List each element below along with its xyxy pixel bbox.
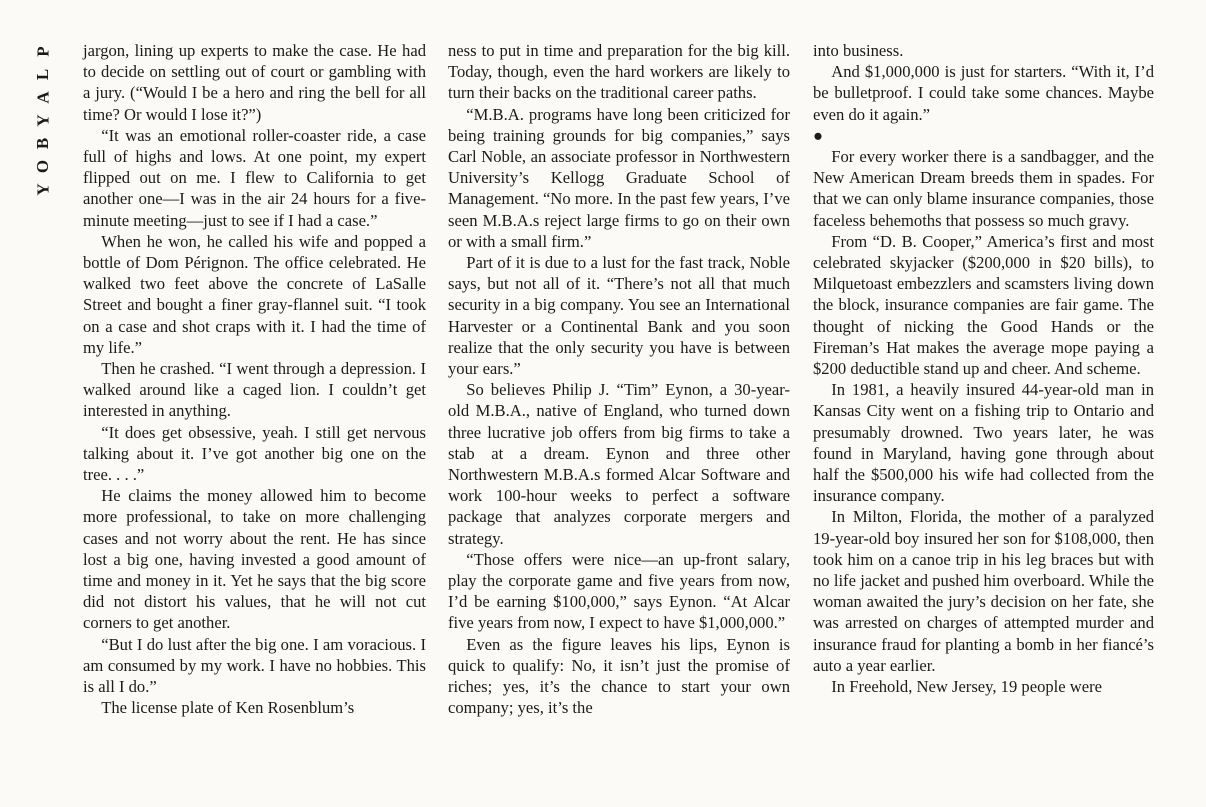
paragraph: jargon, lining up experts to make the case. He had to decide on settling out of court or gambling with a jury. (“Would I be a hero and ring the bell for all time? Or would I lose it?”) bbox=[83, 41, 426, 124]
sidebar-letter: Y bbox=[33, 183, 53, 196]
paragraph: into business. bbox=[813, 41, 904, 60]
paragraph: In Freehold, New Jersey, 19 people were bbox=[831, 677, 1103, 697]
column-1 bbox=[83, 40, 426, 719]
paragraph: The license plate of Ken Rosenblum’s bbox=[101, 698, 355, 718]
paragraph: When he won, he called his wife and popped a bottle of Dom Pérignon. The office celebrated. He walked two feet above the concrete of LaSalle Street and bought a finer gray-flannel suit. “I took on a case and shot craps with it. I had the time of my life.” bbox=[83, 231, 426, 357]
paragraph: “It does get obsessive, yeah. I still get nervous talking about it. I’ve got another big one on the tree. . . .” bbox=[83, 422, 426, 485]
paragraph: Part of it is due to a lust for the fast track, Noble says, but not all of it. “There’s not all that much security in a big company. You see an International Harvester or a Continental Bank and you soon realize that the only security you have is between your ears.” bbox=[448, 253, 790, 379]
section-bullet: ● bbox=[813, 125, 824, 145]
paragraph: For every worker there is a sandbagger, and the New American Dream breeds them in spades. For that we can only blame insurance companies, those faceless behemoths that possess so much gravy. bbox=[813, 147, 1154, 230]
playboy-sidebar-logo bbox=[28, 40, 58, 201]
paragraph: In 1981, a heavily insured 44-year-old man in Kansas City went on a fishing trip to Ontario and presumably drowned. Two years later, he was found in Maryland, having gone through about half the $500,000 his wife had collected from the insurance company. bbox=[813, 380, 1154, 506]
sidebar-letter: O bbox=[33, 159, 53, 174]
sidebar-letter: P bbox=[33, 46, 53, 57]
paragraph: Even as the figure leaves his lips, Eynon is quick to qualify: No, it isn’t just the promise of riches; yes, it’s the chance to start your own company; yes, it’s the bbox=[448, 634, 790, 718]
paragraph: So believes Philip J. “Tim” Eynon, a 30-year-old M.B.A., native of England, who turned down three lucrative job offers from big firms to take a stab at a dream. Eynon and three other Northwestern M.B.A.s formed Alcar Software and work 100-hour weeks to perfect a software package that analyzes corporate mergers and strategy. bbox=[448, 380, 790, 548]
paragraph: Then he crashed. “I went through a depression. I walked around like a caged lion. I couldn’t get interested in anything. bbox=[83, 359, 426, 421]
paragraph: “But I do lust after the big one. I am voracious. I am consumed by my work. I have no hobbies. This is all I do.” bbox=[83, 634, 426, 697]
column-3 bbox=[813, 40, 1154, 697]
paragraph: He claims the money allowed him to become more professional, to take on more challenging cases and not worry about the rent. He has since lost a big one, having invested a good amount of time and money in it. Yet he says that the big score did not distort his values, that he will not cut corners to get another. bbox=[83, 486, 426, 633]
sidebar-letter: B bbox=[33, 137, 53, 150]
paragraph: “M.B.A. programs have long been criticized for being training grounds for big companies,” says Carl Noble, an associate professor in Northwestern University’s Kellogg Graduate School of Management. “No more. In the past few years, I’ve seen M.B.A.s reject large firms to go on their own or with a small firm.” bbox=[448, 104, 790, 251]
sidebar-letter: L bbox=[33, 68, 53, 81]
paragraph: From “D. B. Cooper,” America’s first and most celebrated skyjacker ($200,000 in $20 bills), to Milquetoast embezzlers and scamsters living down the block, insurance companies are fair game. The thought of nicking the Good Hands or the Fireman’s Hat makes the average mope paying a $200 deductible stand up and cheer. And scheme. bbox=[813, 231, 1154, 379]
sidebar-letter: A bbox=[33, 91, 53, 104]
paragraph: In Milton, Florida, the mother of a paralyzed 19-year-old boy insured her son for $108,000, then took him on a canoe trip in his leg braces but with no life jacket and pushed him overboard. While the woman awaited the jury’s decision on her fate, she was arrested on charges of attempted murder and insurance fraud for planting a bomb in her fiancé’s auto a year earlier. bbox=[813, 507, 1154, 675]
paragraph: “It was an emotional roller-coaster ride, a case full of highs and lows. At one point, my expert flipped out on me. I flew to California to get another one—I was in the air 24 hours for a five-minute meeting—just to see if I had a case.” bbox=[83, 125, 426, 230]
paragraph: ness to put in time and preparation for the big kill. Today, though, even the hard workers are likely to turn their backs on the traditional career paths. bbox=[448, 41, 790, 103]
paragraph: And $1,000,000 is just for starters. “With it, I’d be bulletproof. I could take some chances. Maybe even do it again.” bbox=[813, 62, 1154, 124]
paragraph: “Those offers were nice—an up-front salary, play the corporate game and five years from now, I’d be earning $100,000,” says Eynon. “At Alcar five years from now, I expect to have $1,000,000.” bbox=[448, 549, 790, 633]
column-2 bbox=[448, 40, 790, 719]
sidebar-letter: Y bbox=[33, 114, 53, 127]
